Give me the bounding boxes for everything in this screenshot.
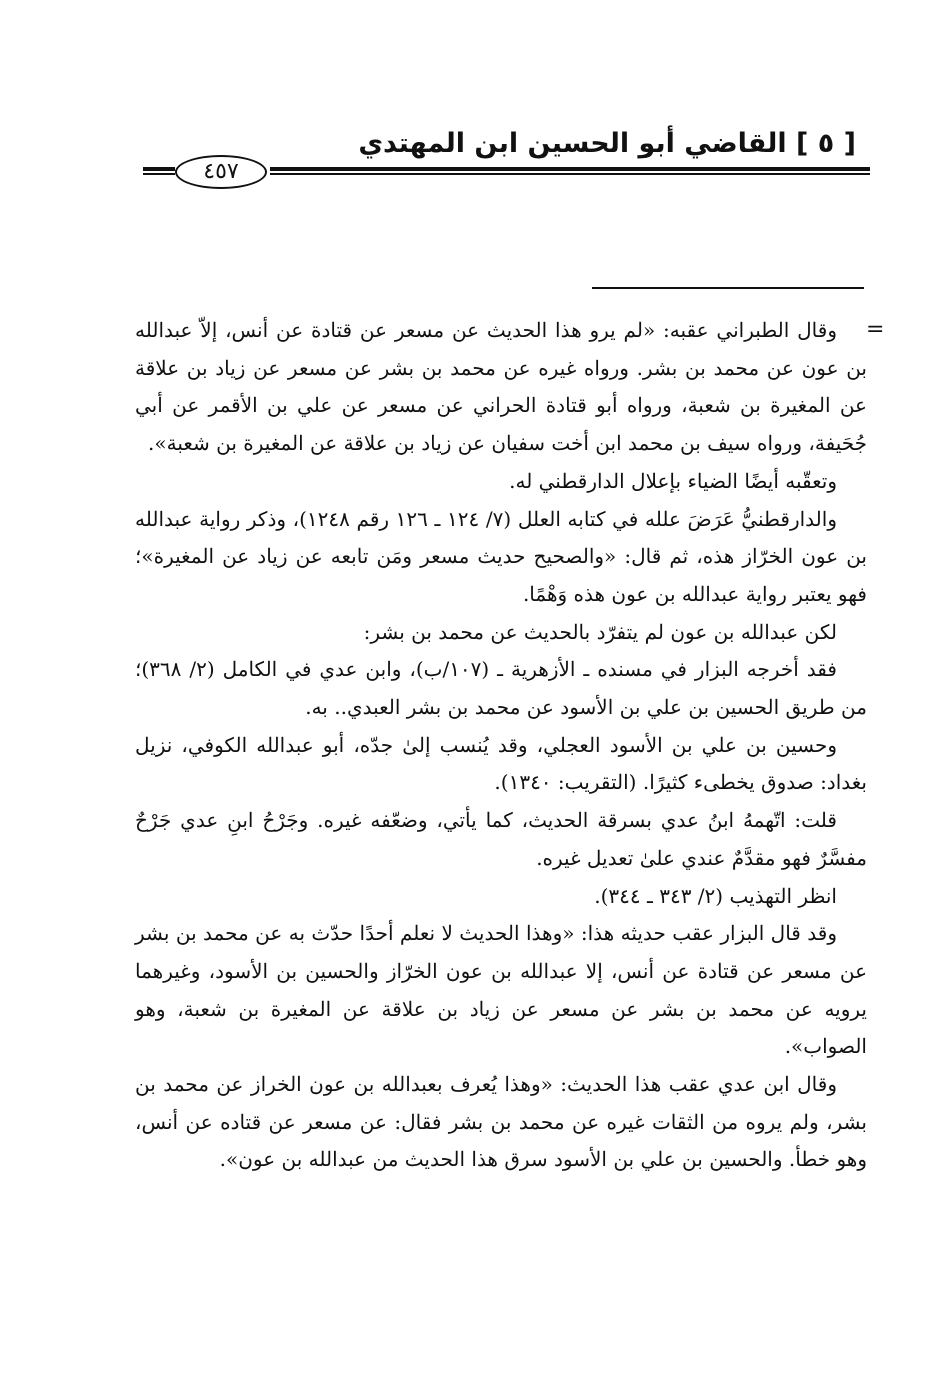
header-rule-left xyxy=(143,167,175,171)
paragraph: وحسين بن علي بن الأسود العجلي، وقد يُنسب إلىٰ جدّه، أبو عبدالله الكوفي، نزيل بغداد: صدوق يخطىء كثيرًا. (التقريب: ١٣٤٠). xyxy=(135,732,867,795)
paragraph: فقد أخرجه البزار في مسنده ـ الأزهرية ـ (١٠٧/ب)، وابن عدي في الكامل (٢/ ٣٦٨)؛ من طريق الحسين بن علي بن الأسود عن محمد بن بشر العبدي.. به. xyxy=(135,657,867,720)
paragraph: وقال الطبراني عقبه: «لم يرو هذا الحديث عن مسعر عن قتادة عن أنس، إلاّ عبدالله بن عون عن محمد بن بشر. ورواه غيره عن محمد بن بشر عن مسعر عن زياد بن علاقة عن المغيرة بن شعبة، ورواه أبو قتادة الحراني عن مسعر عن علي بن الأقمر عن أبي جُحَيفة، ورواه سيف بن محمد ابن أخت سفيان عن زياد بن علاقة عن المغيرة بن شعبة». xyxy=(135,318,867,456)
running-header-title: [ ٥ ] القاضي أبو الحسين ابن المهتدي xyxy=(358,128,856,159)
paragraph: قلت: اتّهمهُ ابنُ عدي بسرقة الحديث، كما يأتي، وضعّفه غيره. وجَرْحُ ابنِ عدي جَرْحٌ مفسَّرٌ فهو مقدَّمٌ عندي علىٰ تعديل غيره. xyxy=(135,808,867,870)
paragraph: والدارقطنيُّ عَرَضَ علله في كتابه العلل (٧/ ١٢٤ ـ ١٢٦ رقم ١٢٤٨)، وذكر رواية عبدالله بن عون الخرّاز هذه، ثم قال: «والصحيح حديث مسعر ومَن تابعه عن زياد عن المغيرة»؛ فهو يعتبر رواية عبدالله بن عون هذه وَهْمًا. xyxy=(135,506,867,606)
paragraph: انظر التهذيب (٢/ ٣٤٣ ـ ٣٤٤). xyxy=(594,883,837,908)
header-rule-thin xyxy=(270,173,870,175)
footnote-separator xyxy=(592,287,864,289)
header-rule-left-thin xyxy=(143,173,175,175)
paragraph: وقال ابن عدي عقب هذا الحديث: «وهذا يُعرف بعبدالله بن عون الخراز عن محمد بن بشر، ولم يروه من الثقات غيره عن محمد بن بشر فقال: عن مسعر عن قتاده عن أنس، وهو خطأ. والحسين بن علي بن الأسود سرق هذا الحديث من عبدالله بن عون». xyxy=(135,1072,867,1172)
page-number: ٤٥٧ xyxy=(175,155,267,189)
continuation-mark: = xyxy=(866,317,885,342)
header-rule xyxy=(270,167,870,171)
paragraph: وتعقّبه أيضًا الضياء بإعلال الدارقطني له. xyxy=(509,468,837,493)
footnote-body xyxy=(135,312,867,1179)
paragraph: وقد قال البزار عقب حديثه هذا: «وهذا الحديث لا نعلم أحدًا حدّث به عن محمد بن بشر عن مسعر عن قتادة عن أنس، إلا عبدالله بن عون الخرّاز والحسين بن الأسود، وغيرهما يرويه عن محمد بن بشر عن مسعر عن زياد بن علاقة عن المغيرة بن شعبة، وهو الصواب». xyxy=(135,921,867,1059)
paragraph: لكن عبدالله بن عون لم يتفرّد بالحديث عن محمد بن بشر: xyxy=(363,619,837,644)
